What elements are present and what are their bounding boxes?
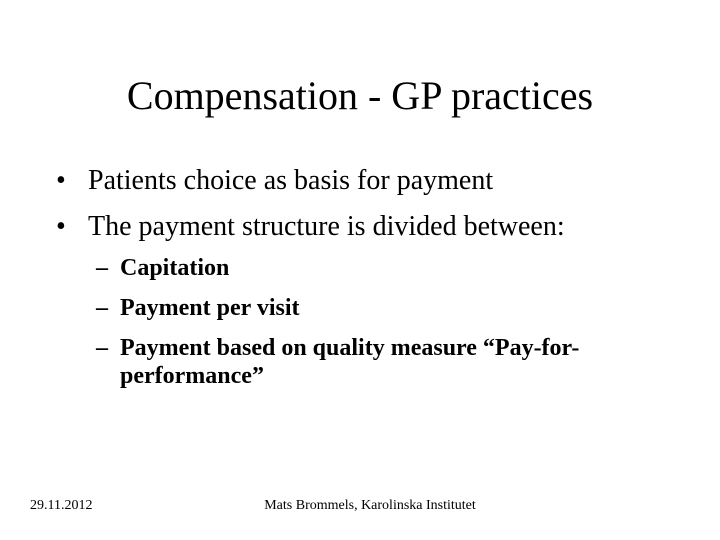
sub-bullet-item [96, 254, 696, 282]
sub-bullet-symbol: – [96, 255, 108, 281]
bullet-item [56, 210, 696, 244]
bullet-symbol: • [56, 165, 66, 196]
bullet-item [56, 164, 696, 198]
sub-bullet-text: Payment per visit [120, 295, 300, 321]
sub-bullet-symbol: – [96, 295, 108, 321]
footer-author: Mats Brommels, Karolinska Institutet [264, 498, 476, 513]
bullet-symbol: • [56, 211, 66, 242]
bullet-list [56, 164, 696, 256]
footer-date: 29.11.2012 [30, 498, 93, 513]
sub-bullet-symbol: – [96, 335, 108, 361]
bullet-text: The payment structure is divided between: [88, 211, 565, 242]
sub-bullet-text: Capitation [120, 255, 230, 281]
sub-bullet-list [96, 254, 696, 402]
sub-bullet-text: Payment based on quality measure “Pay-for-performance” [120, 335, 580, 389]
sub-bullet-item [96, 294, 696, 322]
sub-bullet-item [96, 334, 696, 390]
bullet-text: Patients choice as basis for payment [88, 165, 494, 196]
slide-title: Compensation - GP practices [126, 73, 594, 118]
